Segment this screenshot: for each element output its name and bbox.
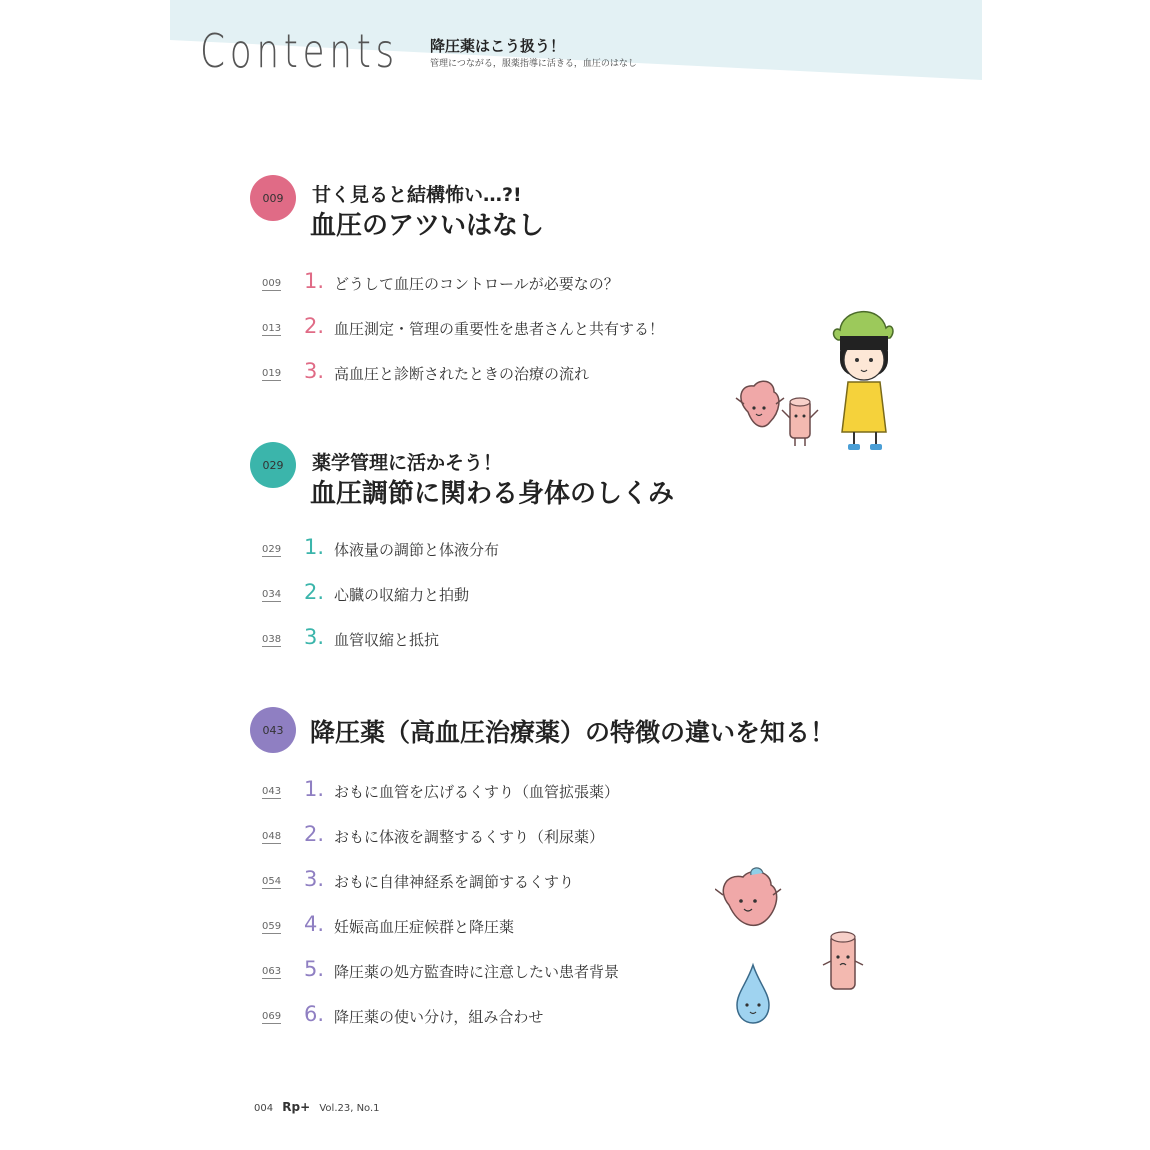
item-page-number: 048 (262, 831, 282, 842)
item-number: 2. (304, 580, 325, 604)
heart-character-icon (715, 868, 781, 925)
section-page-badge[interactable] (250, 175, 296, 221)
item-page-number: 038 (262, 634, 282, 645)
section-title[interactable]: 降圧薬（高血圧治療薬）の特徴の違いを知る！ (310, 718, 836, 747)
item-page-number: 069 (262, 1011, 282, 1022)
girl-and-organs-illustration (730, 300, 900, 460)
item-number: 3. (304, 359, 325, 383)
feature-subtitle: 管理につながる，服薬指導に活きる，血圧のはなし (430, 59, 637, 69)
contents-heading: Contents (200, 24, 399, 78)
organs-illustration-bottom (715, 865, 885, 1030)
section-page-number: 009 (262, 191, 284, 205)
item-label: 降圧薬の使い分け，組み合わせ (334, 1008, 544, 1026)
page-footer (254, 1100, 380, 1114)
section-page-number: 043 (262, 723, 284, 737)
blood-vessel-character-icon (782, 398, 818, 446)
item-label: 降圧薬の処方監査時に注意したい患者背景 (334, 963, 620, 981)
item-page-number: 043 (262, 786, 282, 797)
item-number: 4. (304, 912, 325, 936)
section-title[interactable]: 血圧調節に関わる身体のしくみ (310, 479, 675, 509)
item-number: 2. (304, 314, 325, 338)
item-page-number: 063 (262, 966, 282, 977)
heart-character-icon (736, 381, 784, 426)
item-page-number: 054 (262, 876, 282, 887)
section-title[interactable]: 血圧のアツいはなし (310, 211, 545, 241)
section-page-badge[interactable] (250, 707, 296, 753)
section-subtitle: 薬学管理に活かそう！ (312, 452, 503, 474)
item-number: 5. (304, 957, 325, 981)
item-label: 体液量の調節と体液分布 (334, 541, 500, 559)
item-page-number: 034 (262, 589, 282, 600)
item-label: 妊娠高血圧症候群と降圧薬 (334, 918, 515, 936)
item-label: おもに血管を広げるくすり（血管拡張薬） (334, 783, 620, 801)
item-number: 1. (304, 269, 325, 293)
item-number: 6. (304, 1002, 325, 1026)
item-number: 1. (304, 777, 325, 801)
section-page-badge[interactable] (250, 442, 296, 488)
item-page-number: 013 (262, 323, 282, 334)
girl-character-icon (834, 312, 893, 450)
item-number: 2. (304, 822, 325, 846)
item-label: おもに自律神経系を調節するくすり (334, 873, 575, 891)
section-subtitle: 甘く見ると結構怖い…?! (312, 184, 522, 206)
item-number: 1. (304, 535, 325, 559)
item-page-number: 059 (262, 921, 282, 932)
issue-info: Vol.23, No.1 (319, 1103, 380, 1114)
item-number: 3. (304, 867, 325, 891)
magazine-logo: Rp+ (282, 1100, 311, 1114)
feature-title: 降圧薬はこう扱う！ (430, 37, 566, 55)
item-label: 高血圧と診断されたときの治療の流れ (334, 365, 590, 383)
water-droplet-character-icon (737, 965, 769, 1023)
section-page-number: 029 (262, 458, 284, 472)
item-label: 血圧測定・管理の重要性を患者さんと共有する！ (334, 320, 665, 338)
item-label: 心臓の収縮力と拍動 (334, 586, 470, 604)
item-label: どうして血圧のコントロールが必要なの？ (334, 275, 619, 293)
item-page-number: 019 (262, 368, 282, 379)
item-number: 3. (304, 625, 325, 649)
item-label: 血管収縮と抵抗 (334, 631, 440, 649)
blood-vessel-character-icon (823, 932, 863, 989)
item-page-number: 029 (262, 544, 282, 555)
item-page-number: 009 (262, 278, 282, 289)
footer-page-number: 004 (254, 1103, 274, 1114)
item-label: おもに体液を調整するくすり（利尿薬） (334, 828, 605, 846)
